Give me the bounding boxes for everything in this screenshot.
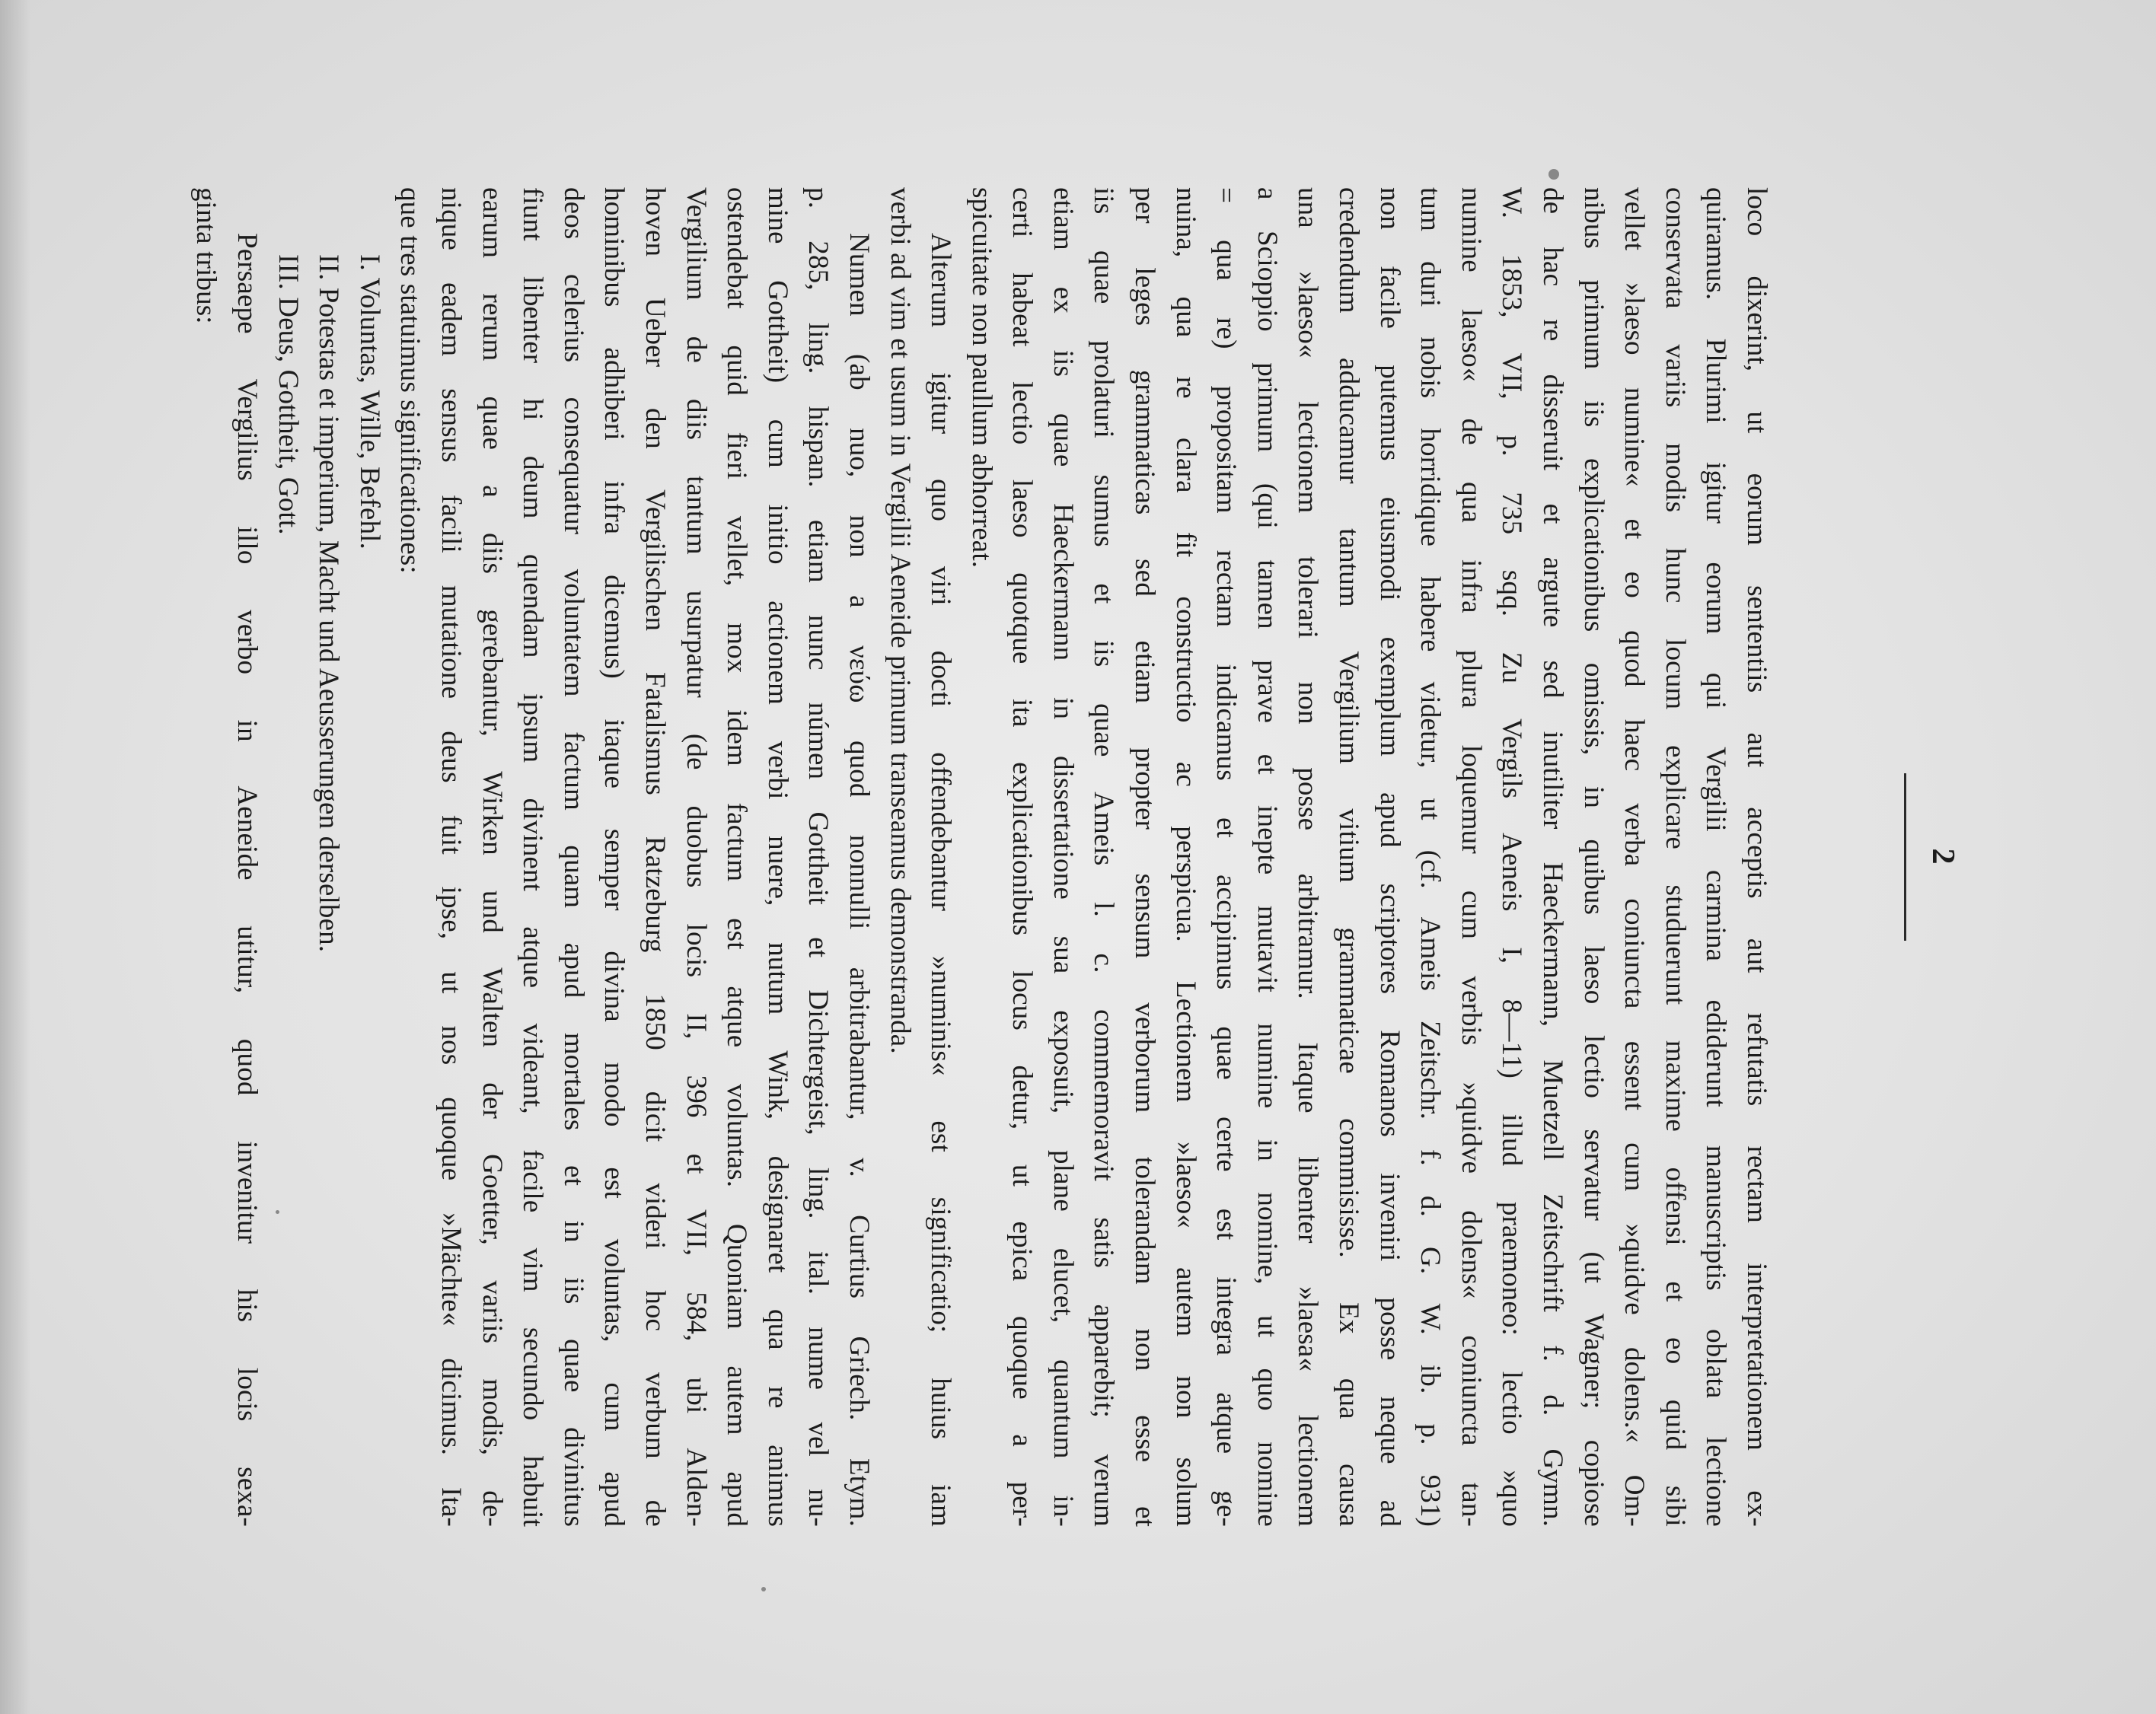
text-line: III. Deus, Gottheit, Gott. (272, 254, 304, 535)
text-line: verbi ad vim et usum in Vergilii Aeneide primum transeamus demonstranda. (884, 187, 916, 1054)
text-line: nibus primum iis explicationibus omissis, in quibus laeso lectio servatur (ut Wagner; copiose (1577, 187, 1609, 1527)
text-line: W. 1853, VII, p. 735 sqq. Zu Vergils Aeneis I, 8—11) illud praemoneo: lectio »quo (1496, 187, 1528, 1527)
text-line: nique eadem sensus facili mutatione deus fuit ipse, ut nos quoque »Mächte« dicimus. Ita- (435, 187, 467, 1527)
text-line: Alterum igitur quo viri docti offendebantur »numinis« est significatio; huius iam (925, 233, 957, 1527)
text-line: ostendebat quid fieri vellet, mox idem factum est atque voluntas. Quoniam autem apud (721, 187, 753, 1527)
text-line: conservata variis modis hunc locum explicare studuerunt maxime offensi et eo quid sibi (1659, 187, 1691, 1527)
text-line: de hac re disseruit et argute sed inutiliter Haeckermann, Muetzell Zeitschrift f. d. Gymn. (1537, 187, 1569, 1527)
text-line: per leges grammaticas sed etiam propter sensum verborum tolerandam non esse et (1129, 187, 1161, 1527)
text-line: vellet »laeso numine« et eo quod haec verba coniuncta essent cum »quidve dolens.« Om- (1619, 187, 1650, 1527)
text-line: numine laeso« de qua infra plura loquemur cum verbis »quidve dolens« coniuncta tan- (1455, 187, 1487, 1527)
text-line: que tres statuimus significationes: (394, 187, 426, 574)
text-line: iis quae prolaturi sumus et iis quae Ameis l. c. commemoravit satis apparebit; verum (1088, 187, 1120, 1527)
dust-speck (761, 1587, 766, 1591)
text-line: II. Potestas et imperium, Macht und Aeusserungen derselben. (313, 254, 345, 953)
dust-speck (1548, 169, 1559, 180)
text-line: non facile putemus eiusmodi exemplum apud scriptores Romanos inveniri posse neque ad (1373, 187, 1405, 1527)
text-line: hoven Ueber den Vergilischen Fatalismus Ratzeburg 1850 dicit videri hoc verbum de (639, 187, 671, 1527)
text-line: fiunt libenter hi deum quendam ipsum divinent atque videant, facile vim secundo habuit (517, 187, 549, 1527)
text-line: tum duri nobis horridique habere videtur, ut (cf. Ameis Zeitschr. f. d. G. W. ib. p. 931) (1414, 187, 1446, 1527)
text-line: mine Gottheit) cum initio actionem verbi nuere, nutum Wink, designaret qua re animus (761, 187, 793, 1527)
page-number-rule (1904, 773, 1906, 941)
text-line: a Scioppio primum (qui tamen prave et inepte mutavit numine in nomine, ut quo nomine (1251, 187, 1283, 1527)
text-line: credendum adducamur tantum Vergilium vitium grammaticae commisisse. Ex qua causa (1333, 187, 1365, 1527)
text-line: loco dixerint, ut eorum sententiis aut acceptis aut refutatis rectam interpretationem ex- (1741, 187, 1772, 1527)
text-line: earum rerum quae a diis gerebantur, Wirken und Walten der Goetter, variis modis, de- (476, 187, 508, 1527)
text-line: = qua re) propositam rectam indicamus et accipimus quae certe est integra atque ge- (1210, 187, 1242, 1527)
text-line: etiam ex iis quae Haeckermann in dissertatione sua exposuit, plane elucet, quantum in- (1047, 187, 1079, 1527)
rotated-page (180, 187, 1976, 1527)
text-line: nuina, qua re clara fit constructio ac perspicua. Lectionem »laeso« autem non solum (1169, 187, 1201, 1527)
page-edge-shadow (0, 0, 30, 1714)
text-line: deos celerius consequatur voluntatem factum quam apud mortales et in iis quae divinitus (557, 187, 589, 1527)
text-line: Numen (ab nuo, non a νεύω quod nonnulli arbitrabantur, v. Curtius Griech. Etym. (843, 233, 875, 1527)
text-line: una »laeso« lectionem tolerari non posse arbitramur. Itaque libenter »laesa« lectionem (1292, 187, 1324, 1527)
text-line: certi habeat lectio laeso quotque ita explicationibus locus detur, ut epica quoque a per- (1006, 187, 1038, 1527)
text-line: spicuitate non paullum abhorreat. (965, 187, 997, 569)
page-number: 2 (1925, 848, 1960, 866)
text-line: hominibus adhiberi infra dicemus) itaque semper divina modo est voluntas, cum apud (598, 187, 630, 1527)
text-line: Vergilium de diis tantum usurpatur (de duobus locis II, 396 et VII, 584, ubi Alden- (680, 187, 712, 1527)
page-body (186, 187, 1777, 1527)
text-line: I. Voluntas, Wille, Befehl. (353, 254, 385, 550)
text-line: quiramus. Plurimi igitur eorum qui Vergilii carmina ediderunt manuscriptis oblata lectione (1700, 187, 1732, 1527)
text-line: ginta tribus: (190, 187, 222, 324)
text-line: Persaepe Vergilius illo verbo in Aeneide utitur, quod invenitur his locis sexa- (231, 233, 263, 1527)
text-line: p. 285, ling. hispan. etiam nunc númen Gottheit et Dichtergeist, ling. ital. nume vel nu- (802, 187, 834, 1527)
